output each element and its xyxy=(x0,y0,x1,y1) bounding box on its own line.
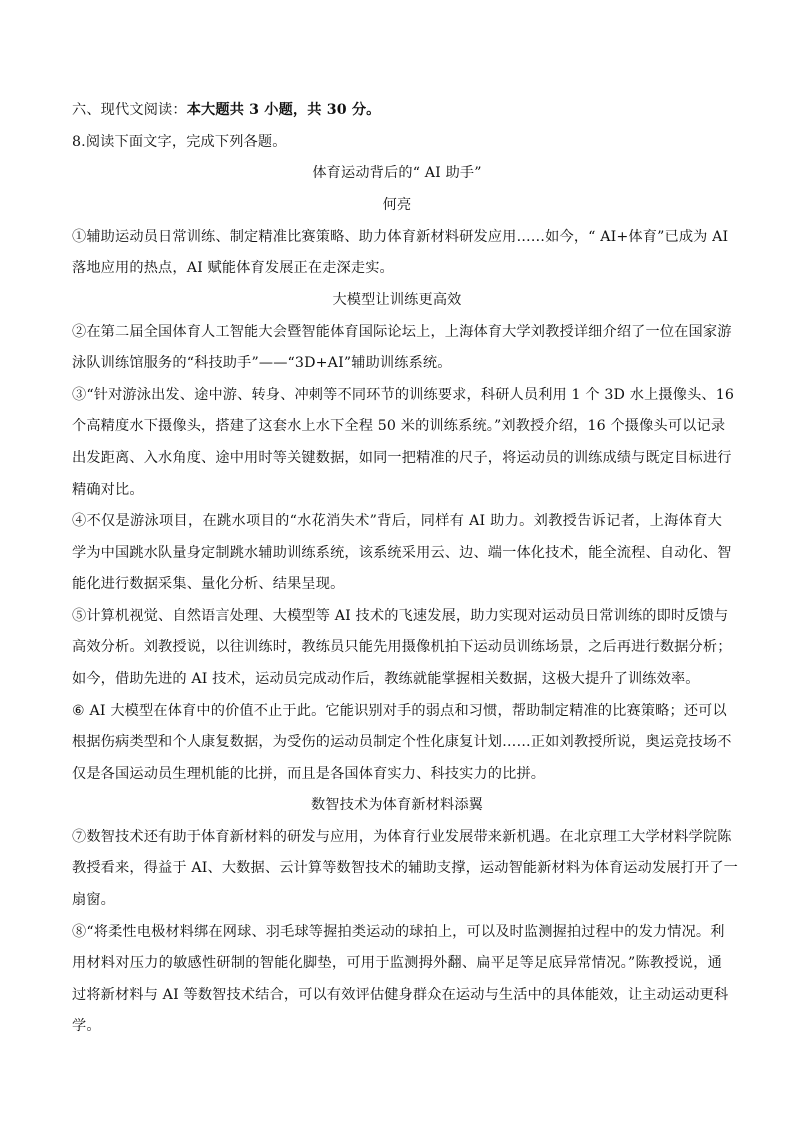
paragraph-8-line: 用材料对压力的敏感性研制的智能化脚垫，可用于监测拇外翻、扁平足等足底异常情况。”陈教授说，通 xyxy=(72,955,722,971)
section-subtitle: 大模型让训练更高效 xyxy=(332,292,462,308)
section-number-label: 六、现代文阅读： xyxy=(72,102,187,118)
paragraph-5-line: 高效分析。刘教授说，以往训练时，教练员只能先用摄像机拍下运动员训练场景，之后再进行数据分析； xyxy=(72,639,732,655)
paragraph-8-line: 学。 xyxy=(72,1018,101,1034)
paragraph-5-line: 如今，借助先进的 AI 技术，运动员完成动作后，教练就能掌握相关数据，这极大提升了训练效率。 xyxy=(72,671,700,687)
paragraph-6-line: 根据伤病类型和个人康复数据，为受伤的运动员制定个性化康复计划……正如刘教授所说，奥运竞技场不 xyxy=(72,734,732,750)
paragraph-3-line: ③“针对游泳出发、途中游、转身、冲刺等不同环节的训练要求，科研人员利用 1 个 3D 水上摄像头、16 xyxy=(72,387,735,403)
article-author: 何亮 xyxy=(382,197,412,213)
paragraph-8-line: ⑧“将柔性电极材料绑在网球、羽毛球等握拍类运动的球拍上，可以及时监测握拍过程中的发力情况。利 xyxy=(72,924,725,940)
paragraph-6-line: 仅是各国运动员生理机能的比拼，而且是各国体育实力、科技实力的比拼。 xyxy=(72,766,546,782)
paragraph-7-line: ⑦数智技术还有助于体育新材料的研发与应用，为体育行业发展带来新机遇。在北京理工大学材料学院陈 xyxy=(72,829,732,845)
paragraph-2-line: 泳队训练馆服务的“科技助手”——“3D+AI”辅助训练系统。 xyxy=(72,355,452,371)
article-title: 体育运动背后的“ AI 助手” xyxy=(312,165,482,181)
question-stem: 8.阅读下面文字，完成下列各题。 xyxy=(72,134,287,150)
paragraph-4-line: ④不仅是游泳项目，在跳水项目的“水花消失术”背后，同样有 AI 助力。刘教授告诉记者，上海体育大 xyxy=(72,513,722,529)
paragraph-1-line: ①辅助运动员日常训练、制定精准比赛策略、助力体育新材料研发应用……如今，“ AI+体育”已成为 AI xyxy=(72,229,729,245)
paragraph-4-line: 能化进行数据采集、量化分析、结果呈现。 xyxy=(72,576,345,592)
section-subtitle: 数智技术为体育新材料添翼 xyxy=(310,797,484,813)
paragraph-8-line: 过将新材料与 AI 等数智技术结合，可以有效评估健身群众在运动与生活中的具体能效，让主动运动更科 xyxy=(72,987,729,1003)
section-description: 本大题共 3 小题，共 30 分。 xyxy=(186,102,381,118)
paragraph-7-line: 扇窗。 xyxy=(72,892,116,908)
section-header xyxy=(72,100,722,120)
paragraph-1-line: 落地应用的热点，AI 赋能体育发展正在走深走实。 xyxy=(72,260,394,276)
paragraph-6-line: ⑥ AI 大模型在体育中的价值不止于此。它能识别对手的弱点和习惯，帮助制定精准的比赛策略；还可以 xyxy=(72,703,727,719)
paragraph-7-line: 教授看来，得益于 AI、大数据、云计算等数智技术的辅助支撑，运动智能新材料为体育运动发展打开了一 xyxy=(72,860,739,876)
paragraph-2-line: ②在第二届全国体育人工智能大会暨智能体育国际论坛上，上海体育大学刘教授详细介绍了一位在国家游 xyxy=(72,324,732,340)
paragraph-4-line: 学为中国跳水队量身定制跳水辅助训练系统，该系统采用云、边、端一体化技术，能全流程、自动化、智 xyxy=(72,545,732,561)
paragraph-5-line: ⑤计算机视觉、自然语言处理、大模型等 AI 技术的飞速发展，助力实现对运动员日常训练的即时反馈与 xyxy=(72,608,729,624)
paragraph-3-line: 出发距离、入水角度、途中用时等关键数据，如同一把精准的尺子，将运动员的训练成绩与既定目标进行 xyxy=(72,450,732,466)
paragraph-3-line: 精确对比。 xyxy=(72,482,144,498)
paragraph-3-line: 个高精度水下摄像头，搭建了这套水上水下全程 50 米的训练系统。”刘教授介绍，16 个摄像头可以记录 xyxy=(72,418,726,434)
